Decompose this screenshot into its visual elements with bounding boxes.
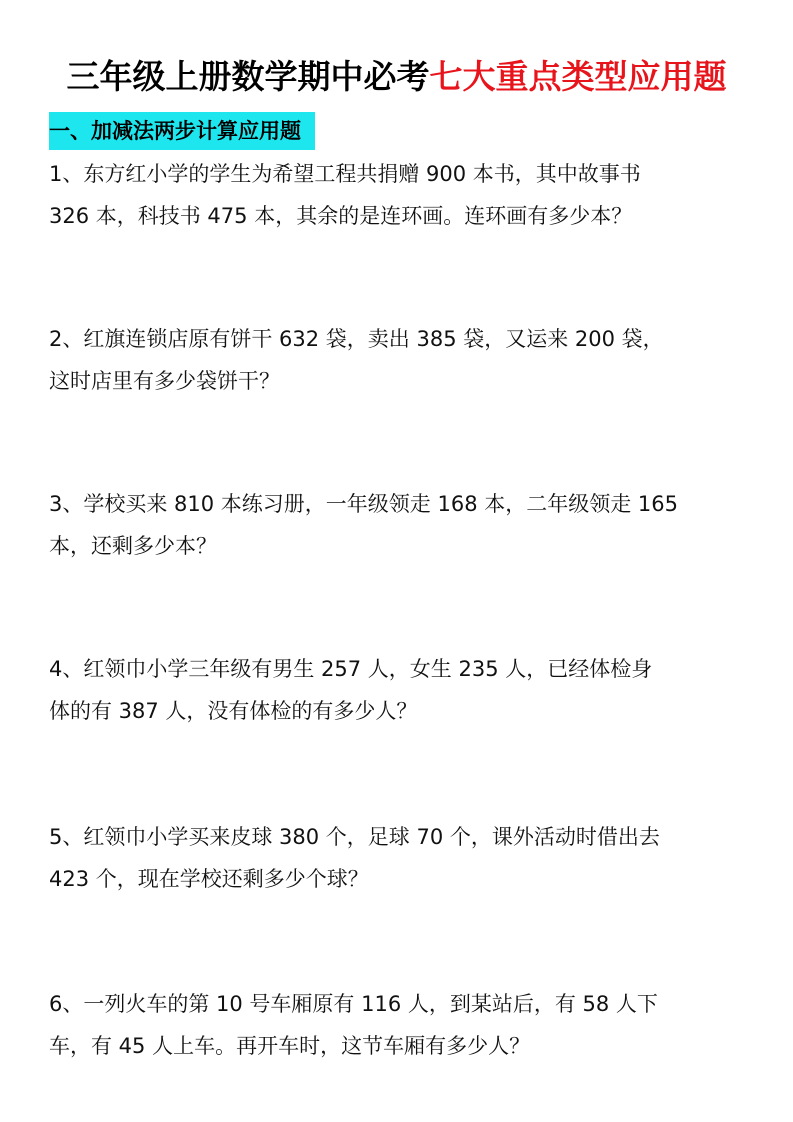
question-5 bbox=[49, 816, 749, 900]
page-title bbox=[0, 52, 793, 102]
question-2 bbox=[49, 318, 749, 402]
question-4-line-1: 4、红领巾小学三年级有男生 257 人，女生 235 人，已经体检身 bbox=[49, 657, 653, 681]
question-4 bbox=[49, 648, 749, 732]
question-1 bbox=[49, 153, 749, 237]
page-title-part-red: 七大重点类型应用题 bbox=[429, 57, 727, 96]
question-5-line-2: 423 个，现在学校还剩多少个球？ bbox=[49, 867, 369, 891]
question-2-line-2: 这时店里有多少袋饼干？ bbox=[49, 369, 280, 393]
page-title-part-black: 三年级上册数学期中必考 bbox=[66, 57, 430, 96]
question-5-line-1: 5、红领巾小学买来皮球 380 个，足球 70 个，课外活动时借出去 bbox=[49, 825, 660, 849]
question-4-line-2: 体的有 387 人，没有体检的有多少人？ bbox=[49, 699, 418, 723]
question-3-line-2: 本，还剩多少本？ bbox=[49, 534, 217, 558]
question-6-line-2: 车，有 45 人上车。再开车时，这节车厢有多少人？ bbox=[49, 1034, 531, 1058]
question-3 bbox=[49, 483, 749, 567]
question-2-line-1: 2、红旗连锁店原有饼干 632 袋，卖出 385 袋，又运来 200 袋， bbox=[49, 327, 664, 351]
question-3-line-1: 3、学校买来 810 本练习册，一年级领走 168 本，二年级领走 165 bbox=[49, 492, 678, 516]
question-6-line-1: 6、一列火车的第 10 号车厢原有 116 人，到某站后，有 58 人下 bbox=[49, 992, 658, 1016]
question-6 bbox=[49, 983, 749, 1067]
section-heading: 一、加减法两步计算应用题 bbox=[49, 112, 315, 150]
question-1-line-1: 1、东方红小学的学生为希望工程共捐赠 900 本书，其中故事书 bbox=[49, 162, 641, 186]
question-1-line-2: 326 本，科技书 475 本，其余的是连环画。连环画有多少本？ bbox=[49, 204, 633, 228]
